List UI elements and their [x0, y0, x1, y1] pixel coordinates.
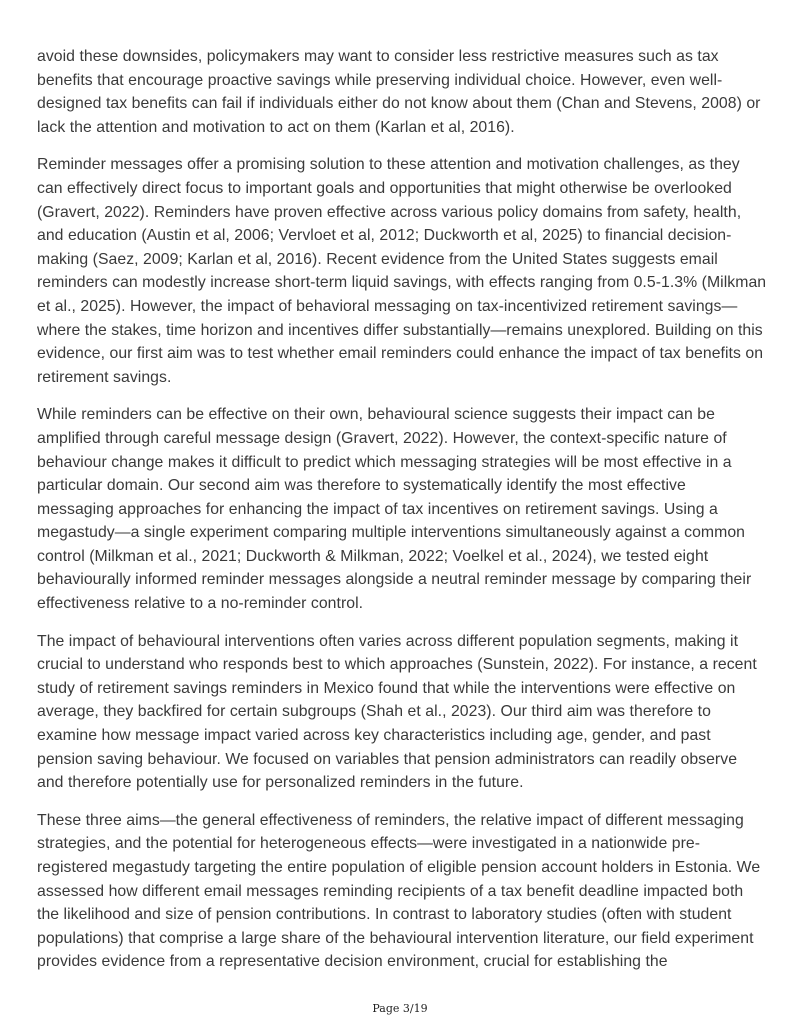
- document-body: [37, 45, 767, 988]
- paragraph-three-aims: These three aims—the general effectiveness of reminders, the relative impact of different messaging strategies, and the potential for heterogeneous effects—were investigated in a nationwide pre-registered megastudy targeting the entire population of eligible pension account holders in Estonia. We assessed how different email messages reminding recipients of a tax benefit deadline impacted both the likelihood and size of pension contributions. In contrast to laboratory studies (often with student populations) that comprise a large share of the behavioural intervention literature, our field experiment provides evidence from a representative decision environment, crucial for establishing the: [37, 811, 761, 971]
- paragraph-heterogeneity: The impact of behavioural interventions often varies across different population segments, making it crucial to understand who responds best to which approaches (Sunstein, 2022). For instance, a recent study of retirement savings reminders in Mexico found that while the interventions were effective on average, they backfired for certain subgroups (Shah et al., 2023). Our third aim was therefore to examine how message impact varied across key characteristics including age, gender, and past pension saving behaviour. We focused on variables that pension administrators can readily observe and therefore potentially use for personalized reminders in the future.: [37, 632, 757, 792]
- page-number: Page 3/19: [372, 1002, 428, 1015]
- paragraph-reminder-messages: Reminder messages offer a promising solution to these attention and motivation challenges, as they can effectively direct focus to important goals and opportunities that might otherwise be overlooked (Gravert, 2022). Reminders have proven effective across various policy domains from safety, health, and education (Austin et al, 2006; Vervloet et al, 2012; Duckworth et al, 2025) to financial decision-making (Saez, 2009; Karlan et al, 2016). Recent evidence from the United States suggests email reminders can modestly increase short-term liquid savings, with effects ranging from 0.5-1.3% (Milkman et al., 2025). However, the impact of behavioral messaging on tax-incentivized retirement savings—where the stakes, time horizon and incentives differ substantially—remains unexplored. Building on this evidence, our first aim was to test whether email reminders could enhance the impact of tax benefits on retirement savings.: [37, 156, 767, 386]
- paragraph-message-design: While reminders can be effective on their own, behavioural science suggests their impact can be amplified through careful message design (Gravert, 2022). However, the context-specific nature of behaviour change makes it difficult to predict which messaging strategies will be most effective in a particular domain. Our second aim was therefore to systematically identify the most effective messaging approaches for enhancing the impact of tax incentives on retirement savings. Using a megastudy—a single experiment comparing multiple interventions simultaneously against a common control (Milkman et al., 2021; Duckworth & Milkman, 2022; Voelkel et al., 2024), we tested eight behaviourally informed reminder messages alongside a neutral reminder message by comparing their effectiveness relative to a no-reminder control.: [37, 406, 752, 613]
- paragraph-tax-benefits: avoid these downsides, policymakers may want to consider less restrictive measures such as tax benefits that encourage proactive savings while preserving individual choice. However, even well-designed tax benefits can fail if individuals either do not know about them (Chan and Stevens, 2008) or lack the attention and motivation to act on them (Karlan et al, 2016).: [37, 48, 761, 136]
